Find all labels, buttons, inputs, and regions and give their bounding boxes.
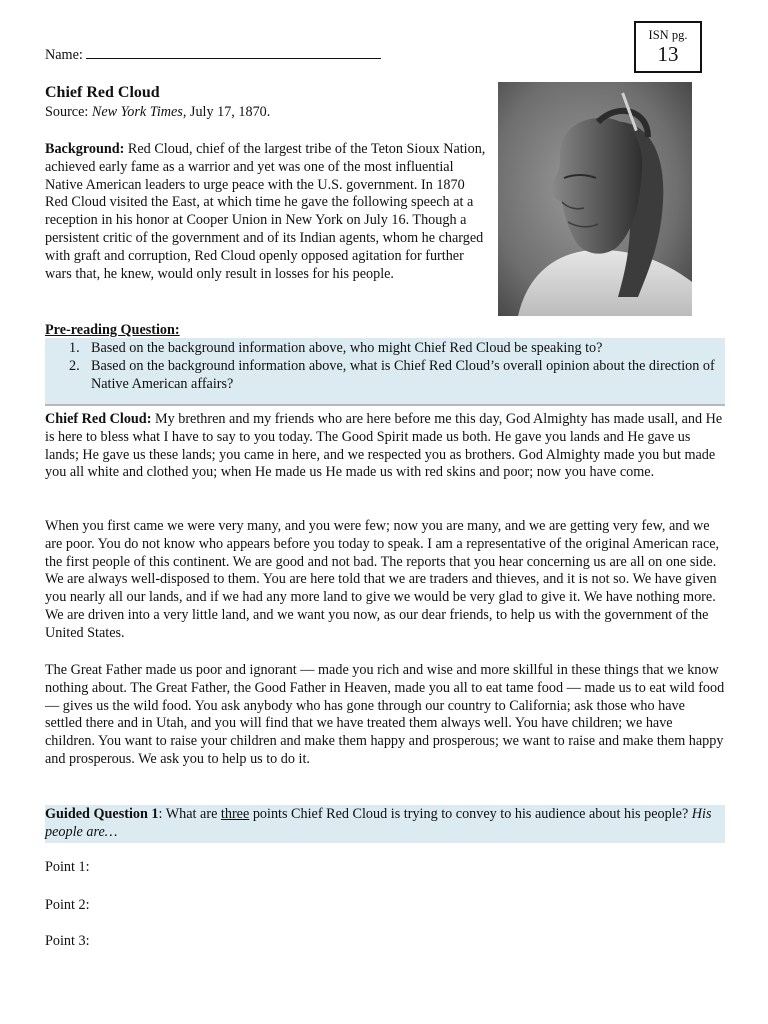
speech-paragraph-1 [45,411,725,482]
question-number: 1. [69,340,80,356]
question-number: 2. [69,358,80,374]
isn-number: 13 [657,42,679,66]
guided-question-box [45,805,725,843]
point-2-label: Point 2: [45,897,90,913]
red-cloud-portrait [498,82,692,316]
source-publication: New York Times [91,104,183,120]
background-paragraph [45,141,490,283]
name-blank[interactable] [86,45,381,59]
point-3-label: Point 3: [45,933,90,949]
isn-label: ISN pg. [648,28,688,42]
guided-colon: : [158,806,163,822]
name-label: Name: [45,47,83,63]
background-text: Red Cloud, chief of the largest tribe of the Teton Sioux Nation, achieved early fame as a warrior and yet was one of the most influential Native American leaders to urge peace with the U.S. government. In 1870 Red Cloud visited the East, at which time he gave the following speech at a reception in his honor at Cooper Union in New York on July 16. Though a persistent critic of the government and of its Indian agents, whom he charged with graft and corruption, Red Cloud openly opposed agitation for further wars that, he knew, would only result in losses for his people. [45,141,486,282]
guided-underlined: three [220,806,250,822]
guided-italic-tail: His people are… [45,806,712,840]
background-label: Background: [45,141,125,157]
guided-text-a: What are [162,806,221,822]
source-date: , July 17, 1870. [182,104,271,120]
source-prefix: Source: [45,104,92,120]
speech-paragraph-2: When you first came we were very many, and you were few; now you are many, and we are getting very few, and we are poor. You do not know who appears before you today to speak. I am a representative of the original American race, the first people of this continent. We are good and not bad. The reports that you hear concerning us are all on one side. We are always well-disposed to them. You are here told that we are traders and thieves, and it is not so. We have given you nearly all our lands, and if we had any more land to give we would be very glad to give it. We have nothing more. We are driven into a very little land, and we want you now, as our dear friends, to help us with the government of the United States. [45,518,720,641]
speaker-label: Chief Red Cloud: [45,411,152,427]
name-line [45,45,381,65]
source-line [45,104,270,122]
prereading-heading: Pre-reading Question: [45,322,180,338]
speech-text-1: My brethren and my friends who are here before me this day, God Almighty has made usall, and He is here to bless what I have to say to you today. The Good Spirit made us both. He gave you lands and He gave us lands; He gave us these lands; you came in here, and we respected you as brothers. God Almighty made you but made you all white and clothed you; when He made us He made us with red skins and poor; now you have come. [45,411,723,481]
guided-label: Guided Question 1 [45,806,159,822]
prereading-question [69,358,715,394]
question-text: Based on the background information above, what is Chief Red Cloud’s overall opinion about the direction of Native American affairs? [91,358,715,392]
document-title: Chief Red Cloud [45,84,160,101]
isn-page-box [634,21,702,73]
guided-question [45,806,721,842]
guided-text-b: points Chief Red Cloud is trying to convey to his audience about his people? [249,806,692,822]
question-text: Based on the background information above, who might Chief Red Cloud be speaking to? [91,340,603,356]
prereading-question [69,340,715,358]
point-1-label: Point 1: [45,859,90,875]
prereading-questions [45,338,725,406]
speech-paragraph-3: The Great Father made us poor and ignorant — made you rich and wise and more skillful in these things that we know nothing about. The Great Father, the Good Father in Heaven, made you all to eat tame food — made us to eat wild food — gives us the wild food. You ask anybody who has gone through our country to California; ask those who have settled there and in Utah, and you will find that we have treated them always well. You have children; we have children. You want to raise your children and make them happy and prosperous; we want to raise and make them happy and prosperous. We ask you to help us to do it. [45,662,725,767]
